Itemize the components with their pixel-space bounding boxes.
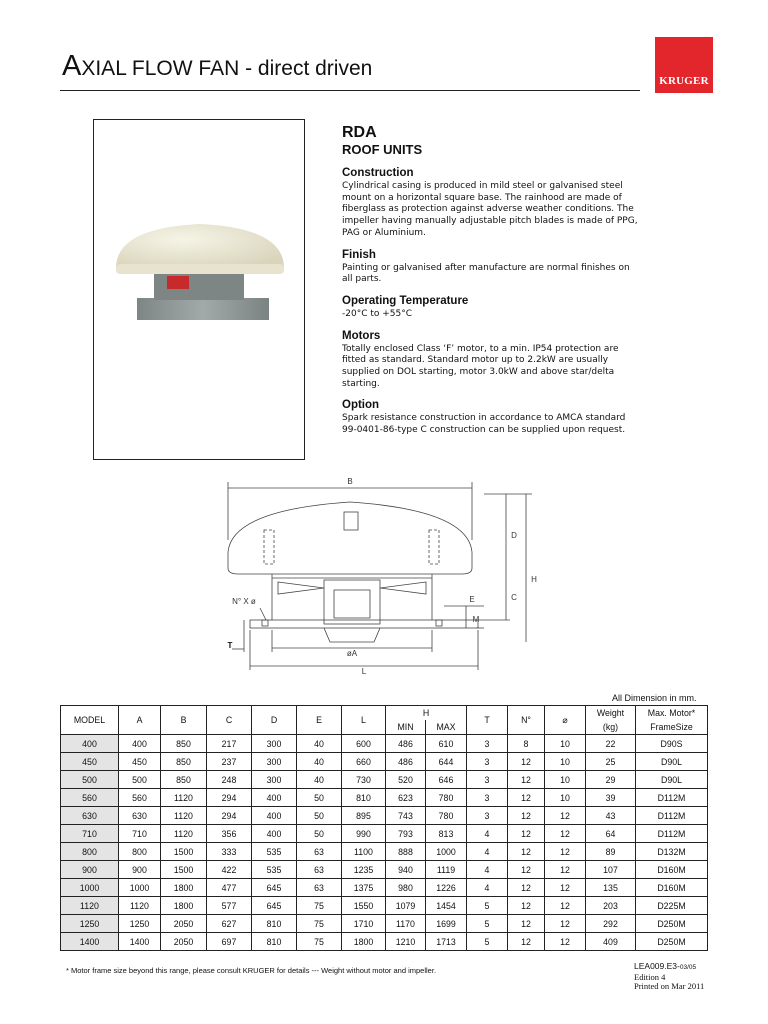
table-cell: 1119 [426,861,467,879]
header-motor: Max. Motor* [636,706,708,721]
construction-heading: Construction [342,167,414,179]
table-cell: 237 [207,753,252,771]
finish-text: Painting or galvanised after manufacture are normal finishes on all parts. [342,262,630,285]
dim-label-a: øA [346,649,358,658]
table-cell: 810 [252,933,297,951]
table-cell: D250M [636,915,708,933]
table-cell: 4 [467,879,508,897]
table-cell: 63 [297,861,342,879]
table-cell: 135 [586,879,636,897]
table-cell: D225M [636,897,708,915]
table-cell: 3 [467,753,508,771]
motors-heading: Motors [342,329,381,342]
header-a: A [119,706,161,735]
table-cell: 8 [508,735,545,753]
table-cell: 4 [467,861,508,879]
table-cell: 1120 [161,789,207,807]
table-cell: 63 [297,879,342,897]
dim-label-t: T [227,641,233,650]
table-cell: 477 [207,879,252,897]
header-c: C [207,706,252,735]
doc-date: 03/05 [679,964,697,971]
table-cell: 422 [207,861,252,879]
table-cell: 895 [342,807,386,825]
table-row [61,789,708,807]
logo-text: KRUGER [659,75,709,87]
table-cell: 1079 [386,897,426,915]
header-h-max: MAX [426,720,467,735]
table-cell: 560 [119,789,161,807]
table-row [61,933,708,951]
table-cell: 1800 [161,897,207,915]
model-cell: 1000 [61,879,119,897]
table-cell: 89 [586,843,636,861]
table-cell: 356 [207,825,252,843]
temperature-text: -20°C to +55°C [342,308,413,319]
table-cell: 10 [545,771,586,789]
title-rule [60,90,640,91]
table-cell: 800 [119,843,161,861]
table-cell: 5 [467,915,508,933]
table-cell: 12 [508,915,545,933]
table-cell: 12 [545,915,586,933]
table-cell: 1500 [161,861,207,879]
dim-label-l: L [361,667,367,676]
product-photo [93,119,305,460]
model-cell: 1250 [61,915,119,933]
table-cell: 50 [297,825,342,843]
product-subtitle: ROOF UNITS [342,142,423,157]
table-row [61,915,708,933]
table-cell: 400 [252,825,297,843]
table-cell: 710 [119,825,161,843]
table-cell: 1235 [342,861,386,879]
dimension-drawing [214,470,554,680]
table-cell: 3 [467,807,508,825]
table-row [61,771,708,789]
header-model: MODEL [61,706,119,735]
table-cell: 1800 [342,933,386,951]
table-cell: 850 [161,735,207,753]
table-cell: 1210 [386,933,426,951]
option-heading: Option [342,399,380,412]
model-cell: 710 [61,825,119,843]
table-cell: 644 [426,753,467,771]
table-cell: 813 [426,825,467,843]
table-cell: 43 [586,807,636,825]
table-cell: 3 [467,771,508,789]
header-d: D [252,706,297,735]
table-cell: 400 [252,807,297,825]
doc-code-line [634,962,704,973]
table-cell: 75 [297,933,342,951]
table-cell: 12 [545,807,586,825]
footnote: * Motor frame size beyond this range, please consult KRUGER for details --- Weight without motor and impeller. [66,966,437,975]
table-row [61,843,708,861]
table-cell: 1550 [342,897,386,915]
table-cell: 300 [252,735,297,753]
table-cell: 300 [252,771,297,789]
table-cell: 2050 [161,933,207,951]
table-cell: 400 [252,789,297,807]
table-cell: 50 [297,807,342,825]
table-cell: 990 [342,825,386,843]
table-row [61,753,708,771]
table-cell: 12 [545,825,586,843]
table-cell: 1000 [426,843,467,861]
table-cell: 12 [508,933,545,951]
table-cell: 10 [545,753,586,771]
table-cell: 50 [297,789,342,807]
table-cell: 12 [545,933,586,951]
table-row [61,735,708,753]
table-cell: 5 [467,897,508,915]
doc-code: LEA009.E3- [634,961,680,971]
title-first-letter: A [62,50,82,82]
table-cell: 610 [426,735,467,753]
header-diameter: ⌀ [545,706,586,735]
model-cell: 500 [61,771,119,789]
table-cell: 40 [297,735,342,753]
table-cell: 12 [508,789,545,807]
table-cell: 40 [297,753,342,771]
table-cell: 660 [342,753,386,771]
table-cell: 10 [545,735,586,753]
header-b: B [161,706,207,735]
table-cell: 12 [545,843,586,861]
header-motor-sub: FrameSize [636,720,708,735]
title-rest: XIAL FLOW FAN - direct driven [81,57,373,80]
table-cell: 980 [386,879,426,897]
table-cell: D90S [636,735,708,753]
table-cell: 486 [386,735,426,753]
table-cell: 12 [508,753,545,771]
printed-date: Printed on Mar 2011 [634,981,705,991]
header-weight-unit: (kg) [586,720,636,735]
table-cell: 12 [508,825,545,843]
table-cell: 10 [545,789,586,807]
table-cell: 12 [508,861,545,879]
table-cell: 486 [386,753,426,771]
option-text: Spark resistance construction in accordance to AMCA standard 99-0401-86-type C construction can be supplied upon request. [342,413,626,436]
table-cell: 107 [586,861,636,879]
dim-label-m: M [472,615,480,624]
table-cell: 600 [342,735,386,753]
table-cell: 4 [467,843,508,861]
dim-label-h: H [531,575,537,584]
finish-heading: Finish [342,248,376,261]
table-cell: 535 [252,861,297,879]
table-cell: 1500 [161,843,207,861]
table-cell: 623 [386,789,426,807]
product-description [342,124,642,437]
table-cell: D160M [636,879,708,897]
header-t: T [467,706,508,735]
table-cell: 850 [161,753,207,771]
table-cell: 2050 [161,915,207,933]
table-cell: 294 [207,789,252,807]
header-h: H [386,706,467,721]
table-cell: 1100 [342,843,386,861]
table-cell: 500 [119,771,161,789]
table-cell: 1120 [161,825,207,843]
dim-label-c: C [511,593,517,602]
header-weight: Weight [586,706,636,721]
table-cell: 780 [426,807,467,825]
model-cell: 1400 [61,933,119,951]
header-n: N° [508,706,545,735]
table-cell: 75 [297,915,342,933]
table-cell: 1000 [119,879,161,897]
table-cell: 12 [508,897,545,915]
table-cell: 217 [207,735,252,753]
model-cell: 630 [61,807,119,825]
motors-text: Totally enclosed Class ‘F’ motor, to a min. IP54 protection are fitted as standard. Standard motor up to 2.2kW are usually supplied on DOL starting, motor 3.0kW and above star/delta starting. [342,343,619,389]
table-cell: 850 [161,771,207,789]
table-cell: 520 [386,771,426,789]
table-cell: 1400 [119,933,161,951]
table-cell: 1375 [342,879,386,897]
table-row [61,879,708,897]
table-cell: 3 [467,789,508,807]
table-cell: D112M [636,789,708,807]
table-cell: 294 [207,807,252,825]
table-cell: 1713 [426,933,467,951]
table-cell: 25 [586,753,636,771]
table-cell: 409 [586,933,636,951]
table-cell: 730 [342,771,386,789]
spec-table [60,705,708,951]
table-cell: 12 [545,861,586,879]
table-cell: 1710 [342,915,386,933]
table-cell: D90L [636,771,708,789]
table-header-row [61,706,708,721]
table-cell: 12 [508,807,545,825]
construction-text: Cylindrical casing is produced in mild steel or galvanised steel mount on a horizontal square base. The rainhood are made of fiberglass as protection against adverse weather conditions. The impeller having manually adjustable pitch blades is made of PPG, PAG or Aluminium. [342,181,638,238]
table-cell: D112M [636,825,708,843]
table-cell: 646 [426,771,467,789]
table-cell: 63 [297,843,342,861]
table-cell: D132M [636,843,708,861]
table-cell: 64 [586,825,636,843]
table-cell: 39 [586,789,636,807]
table-cell: 300 [252,753,297,771]
table-cell: 1170 [386,915,426,933]
roof-fan-image [94,120,305,460]
table-cell: 810 [342,789,386,807]
table-cell: 793 [386,825,426,843]
table-cell: 535 [252,843,297,861]
table-cell: D160M [636,861,708,879]
table-cell: 203 [586,897,636,915]
table-cell: 400 [119,735,161,753]
table-cell: 22 [586,735,636,753]
table-row [61,897,708,915]
dim-label-d: D [511,531,517,540]
table-cell: 1120 [161,807,207,825]
page-title [62,52,372,81]
table-cell: 900 [119,861,161,879]
table-cell: 577 [207,897,252,915]
table-cell: 5 [467,933,508,951]
table-cell: 1226 [426,879,467,897]
model-cell: 900 [61,861,119,879]
table-cell: 3 [467,735,508,753]
table-cell: 12 [508,879,545,897]
table-cell: 248 [207,771,252,789]
table-cell: 12 [545,879,586,897]
model-cell: 560 [61,789,119,807]
table-cell: 888 [386,843,426,861]
edition-block [634,962,704,992]
dim-label-holes: N° X ø [232,597,256,606]
header-l: L [342,706,386,735]
table-cell: D90L [636,753,708,771]
table-cell: D112M [636,807,708,825]
header-h-min: MIN [386,720,426,735]
table-cell: 450 [119,753,161,771]
model-cell: 450 [61,753,119,771]
model-cell: 1120 [61,897,119,915]
kruger-logo [655,37,713,93]
dimension-note: All Dimension in mm. [612,693,697,703]
table-cell: 780 [426,789,467,807]
table-cell: 1454 [426,897,467,915]
table-cell: 40 [297,771,342,789]
table-row [61,807,708,825]
table-cell: 75 [297,897,342,915]
table-row [61,861,708,879]
edition-text: Edition 4 [634,971,666,982]
table-cell: 630 [119,807,161,825]
dim-label-e: E [469,595,475,604]
table-cell: 627 [207,915,252,933]
table-cell: 1120 [119,897,161,915]
table-cell: 1699 [426,915,467,933]
spec-table-body [61,735,708,951]
table-cell: 333 [207,843,252,861]
table-cell: 697 [207,933,252,951]
model-cell: 400 [61,735,119,753]
table-cell: D250M [636,933,708,951]
dim-label-b: B [347,477,353,486]
table-row [61,825,708,843]
temperature-heading: Operating Temperature [342,294,469,307]
table-cell: 940 [386,861,426,879]
table-cell: 292 [586,915,636,933]
table-cell: 645 [252,897,297,915]
table-cell: 12 [508,771,545,789]
table-cell: 29 [586,771,636,789]
table-cell: 12 [545,897,586,915]
table-cell: 1800 [161,879,207,897]
product-code: RDA [342,124,377,141]
table-cell: 645 [252,879,297,897]
header-e: E [297,706,342,735]
table-cell: 1250 [119,915,161,933]
table-cell: 810 [252,915,297,933]
table-cell: 4 [467,825,508,843]
table-cell: 12 [508,843,545,861]
model-cell: 800 [61,843,119,861]
table-cell: 743 [386,807,426,825]
